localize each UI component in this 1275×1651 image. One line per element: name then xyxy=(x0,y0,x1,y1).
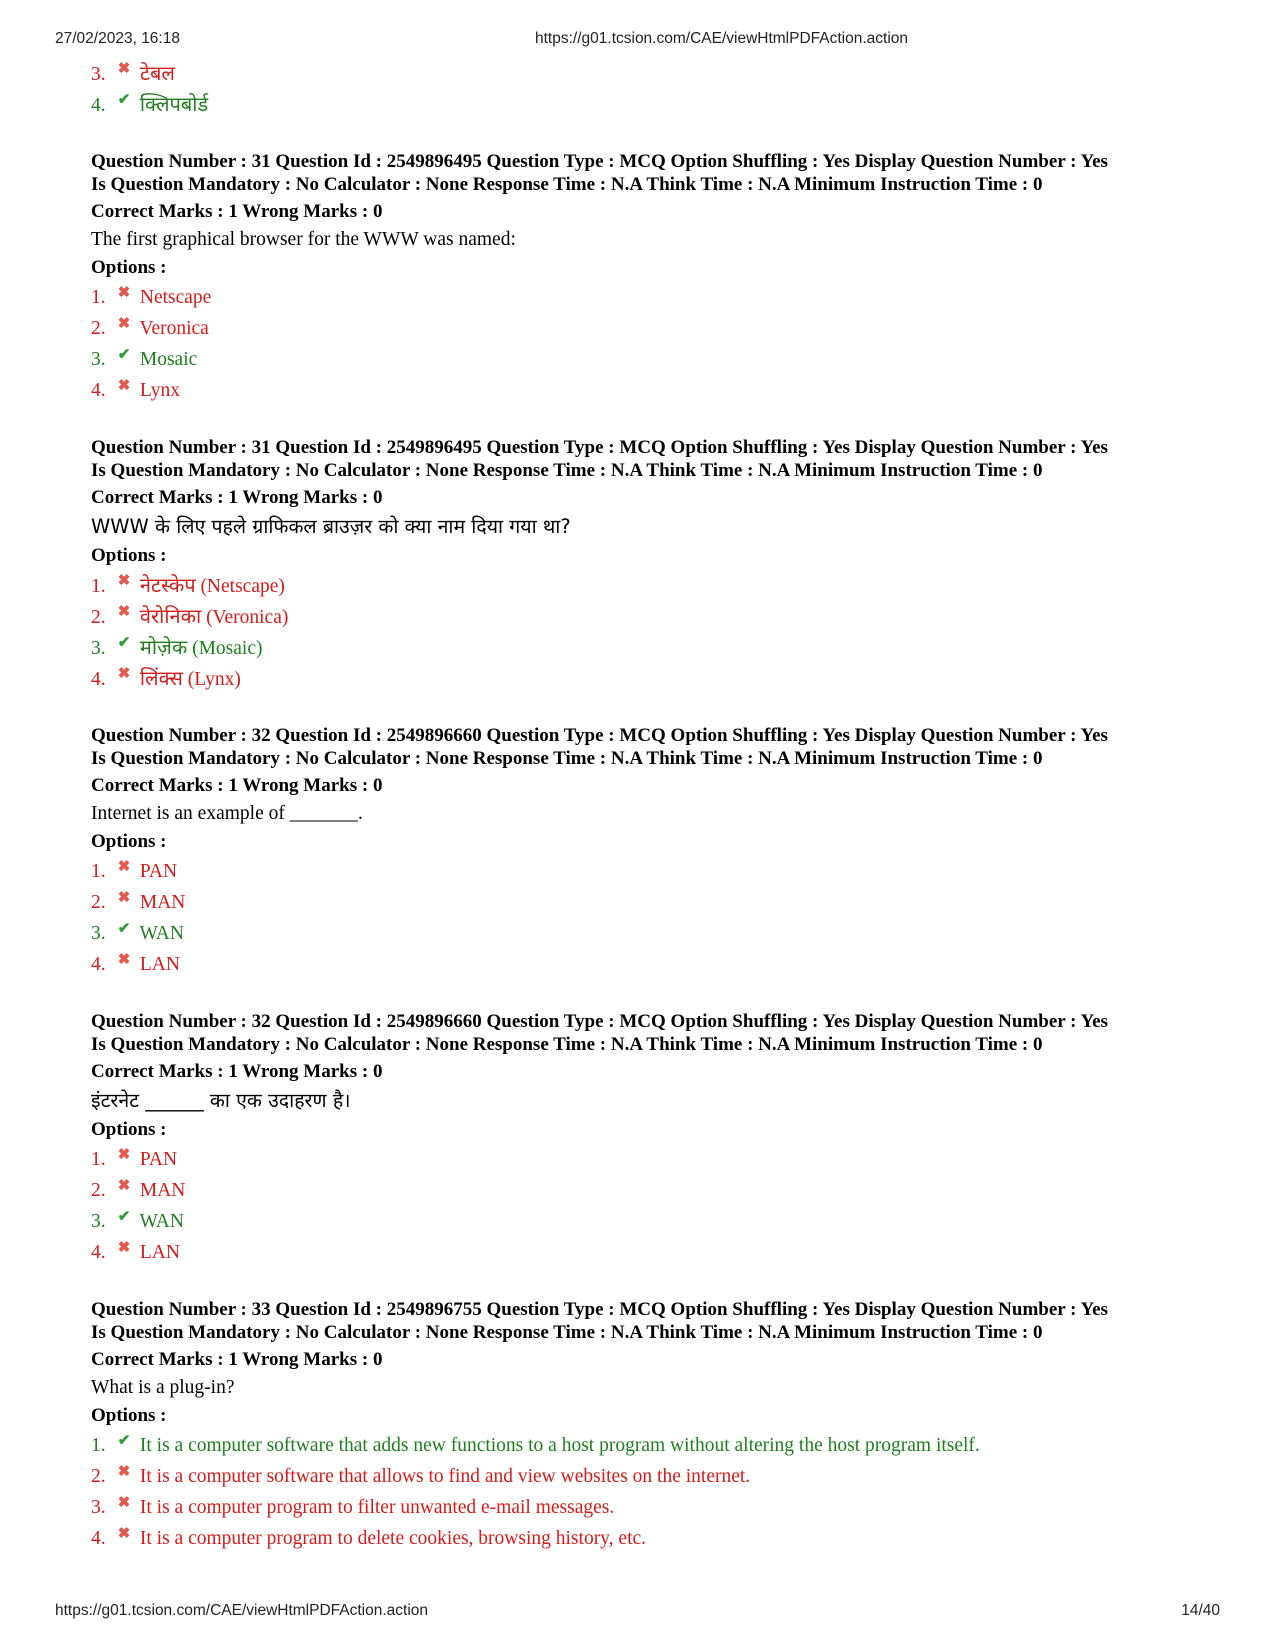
question-meta-line: Is Question Mandatory : No Calculator : None Response Time : N.A Think Time : N.A Minimum Instruction Time : 0 xyxy=(91,1034,1043,1055)
cross-icon: ✖ xyxy=(117,666,131,682)
option-row xyxy=(91,918,1211,949)
option-text: नेटस्केप xyxy=(139,573,196,597)
option-text: क्लिपबोर्ड xyxy=(139,92,209,116)
option-number: 1. xyxy=(91,1435,106,1456)
option-row xyxy=(91,949,1211,980)
cross-icon: ✖ xyxy=(117,859,131,875)
option-row xyxy=(91,601,1211,632)
option-number: 4. xyxy=(91,1242,106,1263)
cross-icon: ✖ xyxy=(117,1178,131,1194)
option-text: WAN xyxy=(139,1211,184,1232)
cross-icon: ✖ xyxy=(117,952,131,968)
question-meta-line: Is Question Mandatory : No Calculator : None Response Time : N.A Think Time : N.A Minimum Instruction Time : 0 xyxy=(91,748,1043,769)
options-label: Options : xyxy=(91,257,167,278)
option-row xyxy=(91,1237,1211,1268)
marks-line: Correct Marks : 1 Wrong Marks : 0 xyxy=(91,487,383,508)
option-text: टेबल xyxy=(139,61,175,85)
option-number: 3. xyxy=(91,64,106,85)
cross-icon: ✖ xyxy=(117,890,131,906)
question-meta-line: Is Question Mandatory : No Calculator : None Response Time : N.A Think Time : N.A Minimum Instruction Time : 0 xyxy=(91,174,1043,195)
question-block xyxy=(91,1010,1211,1268)
print-header xyxy=(55,30,1220,50)
option-number: 1. xyxy=(91,576,106,597)
option-text: MAN xyxy=(139,892,186,913)
option-row xyxy=(91,282,1211,313)
option-number: 3. xyxy=(91,1211,106,1232)
marks-line: Correct Marks : 1 Wrong Marks : 0 xyxy=(91,1349,383,1370)
option-number: 4. xyxy=(91,954,106,975)
cross-icon: ✖ xyxy=(117,1240,131,1256)
question-meta-line: Is Question Mandatory : No Calculator : None Response Time : N.A Think Time : N.A Minimum Instruction Time : 0 xyxy=(91,1322,1043,1343)
option-number: 2. xyxy=(91,318,106,339)
question-meta-line: Question Number : 32 Question Id : 2549896660 Question Type : MCQ Option Shuffling : Yes Display Question Number : Yes xyxy=(91,1011,1108,1032)
question-block xyxy=(91,436,1211,694)
option-number: 3. xyxy=(91,638,106,659)
carryover-options xyxy=(91,58,1211,120)
question-meta xyxy=(91,150,1211,196)
question-meta-line: Is Question Mandatory : No Calculator : None Response Time : N.A Think Time : N.A Minimum Instruction Time : 0 xyxy=(91,460,1043,481)
option-text: It is a computer program to filter unwanted e-mail messages. xyxy=(139,1497,615,1518)
option-subtext: (Mosaic) xyxy=(192,638,263,659)
option-number: 2. xyxy=(91,607,106,628)
option-row xyxy=(91,570,1211,601)
option-text: LAN xyxy=(139,954,180,975)
option-text: WAN xyxy=(139,923,184,944)
option-text: PAN xyxy=(139,1149,178,1170)
option-text: It is a computer software that adds new functions to a host program without altering the host program itself. xyxy=(139,1435,980,1456)
option-row xyxy=(91,58,1211,89)
option-text: MAN xyxy=(139,1180,186,1201)
option-number: 4. xyxy=(91,380,106,401)
cross-icon: ✖ xyxy=(117,61,131,77)
question-block xyxy=(91,1298,1211,1554)
cross-icon: ✖ xyxy=(117,378,131,394)
cross-icon: ✖ xyxy=(117,1495,131,1511)
option-number: 4. xyxy=(91,669,106,690)
question-meta xyxy=(91,724,1211,770)
options-label: Options : xyxy=(91,1119,167,1140)
option-number: 3. xyxy=(91,349,106,370)
option-row xyxy=(91,313,1211,344)
option-row xyxy=(91,1430,1211,1461)
option-number: 3. xyxy=(91,1497,106,1518)
option-subtext: (Lynx) xyxy=(187,669,241,690)
option-row xyxy=(91,856,1211,887)
option-text: लिंक्स xyxy=(139,666,183,690)
question-text: The first graphical browser for the WWW was named: xyxy=(91,229,516,250)
print-datetime: 27/02/2023, 16:18 xyxy=(55,30,180,47)
check-icon: ✔ xyxy=(117,347,131,363)
question-text: What is a plug-in? xyxy=(91,1377,235,1398)
option-text: Veronica xyxy=(139,318,209,339)
option-text: It is a computer program to delete cookies, browsing history, etc. xyxy=(139,1528,647,1549)
question-meta-line: Question Number : 31 Question Id : 2549896495 Question Type : MCQ Option Shuffling : Yes Display Question Number : Yes xyxy=(91,437,1108,458)
option-number: 1. xyxy=(91,287,106,308)
question-text: Internet is an example of _______. xyxy=(91,803,363,824)
option-row xyxy=(91,887,1211,918)
marks-line: Correct Marks : 1 Wrong Marks : 0 xyxy=(91,201,383,222)
question-meta xyxy=(91,1298,1211,1344)
check-icon: ✔ xyxy=(117,635,131,651)
option-text: Netscape xyxy=(139,287,212,308)
option-subtext: (Netscape) xyxy=(200,576,285,597)
check-icon: ✔ xyxy=(117,1209,131,1225)
option-text: Lynx xyxy=(139,380,180,401)
question-text: WWW के लिए पहले ग्राफिकल ब्राउज़र को क्या नाम दिया गया था? xyxy=(91,515,571,538)
option-number: 1. xyxy=(91,861,106,882)
option-number: 2. xyxy=(91,892,106,913)
option-number: 4. xyxy=(91,95,106,116)
option-text: Mosaic xyxy=(139,349,198,370)
check-icon: ✔ xyxy=(117,92,131,108)
option-text: मोज़ेक xyxy=(139,635,188,659)
question-meta-line: Question Number : 32 Question Id : 2549896660 Question Type : MCQ Option Shuffling : Yes Display Question Number : Yes xyxy=(91,725,1108,746)
option-row xyxy=(91,1206,1211,1237)
option-row xyxy=(91,1144,1211,1175)
option-text: LAN xyxy=(139,1242,180,1263)
cross-icon: ✖ xyxy=(117,1147,131,1163)
option-row xyxy=(91,632,1211,663)
marks-line: Correct Marks : 1 Wrong Marks : 0 xyxy=(91,1061,383,1082)
option-row xyxy=(91,375,1211,406)
footer-url: https://g01.tcsion.com/CAE/viewHtmlPDFAction.action xyxy=(55,1602,429,1619)
option-number: 2. xyxy=(91,1180,106,1201)
question-meta xyxy=(91,1010,1211,1056)
question-meta xyxy=(91,436,1211,482)
option-text: वेरोनिका xyxy=(139,604,202,628)
check-icon: ✔ xyxy=(117,921,131,937)
print-url: https://g01.tcsion.com/CAE/viewHtmlPDFAction.action xyxy=(535,30,909,47)
option-row xyxy=(91,344,1211,375)
question-block xyxy=(91,724,1211,980)
option-number: 4. xyxy=(91,1528,106,1549)
option-subtext: (Veronica) xyxy=(206,607,289,628)
cross-icon: ✖ xyxy=(117,1526,131,1542)
option-text: PAN xyxy=(139,861,178,882)
options-label: Options : xyxy=(91,545,167,566)
question-paper xyxy=(91,58,1211,1554)
option-row xyxy=(91,1461,1211,1492)
question-meta-line: Question Number : 33 Question Id : 2549896755 Question Type : MCQ Option Shuffling : Yes Display Question Number : Yes xyxy=(91,1299,1108,1320)
options-label: Options : xyxy=(91,831,167,852)
option-row xyxy=(91,1175,1211,1206)
cross-icon: ✖ xyxy=(117,573,131,589)
cross-icon: ✖ xyxy=(117,285,131,301)
question-meta-line: Question Number : 31 Question Id : 2549896495 Question Type : MCQ Option Shuffling : Yes Display Question Number : Yes xyxy=(91,151,1108,172)
option-number: 3. xyxy=(91,923,106,944)
option-number: 1. xyxy=(91,1149,106,1170)
question-text: इंटरनेट ______ का एक उदाहरण है। xyxy=(91,1089,351,1112)
option-text: It is a computer software that allows to find and view websites on the internet. xyxy=(139,1466,751,1487)
option-number: 2. xyxy=(91,1466,106,1487)
cross-icon: ✖ xyxy=(117,316,131,332)
marks-line: Correct Marks : 1 Wrong Marks : 0 xyxy=(91,775,383,796)
options-label: Options : xyxy=(91,1405,167,1426)
question-block xyxy=(91,150,1211,406)
option-row xyxy=(91,663,1211,694)
cross-icon: ✖ xyxy=(117,1464,131,1480)
option-row xyxy=(91,1492,1211,1523)
check-icon: ✔ xyxy=(117,1433,131,1449)
page-number: 14/40 xyxy=(1181,1602,1220,1619)
option-row xyxy=(91,89,1211,120)
cross-icon: ✖ xyxy=(117,604,131,620)
option-row xyxy=(91,1523,1211,1554)
print-footer xyxy=(55,1602,1220,1622)
